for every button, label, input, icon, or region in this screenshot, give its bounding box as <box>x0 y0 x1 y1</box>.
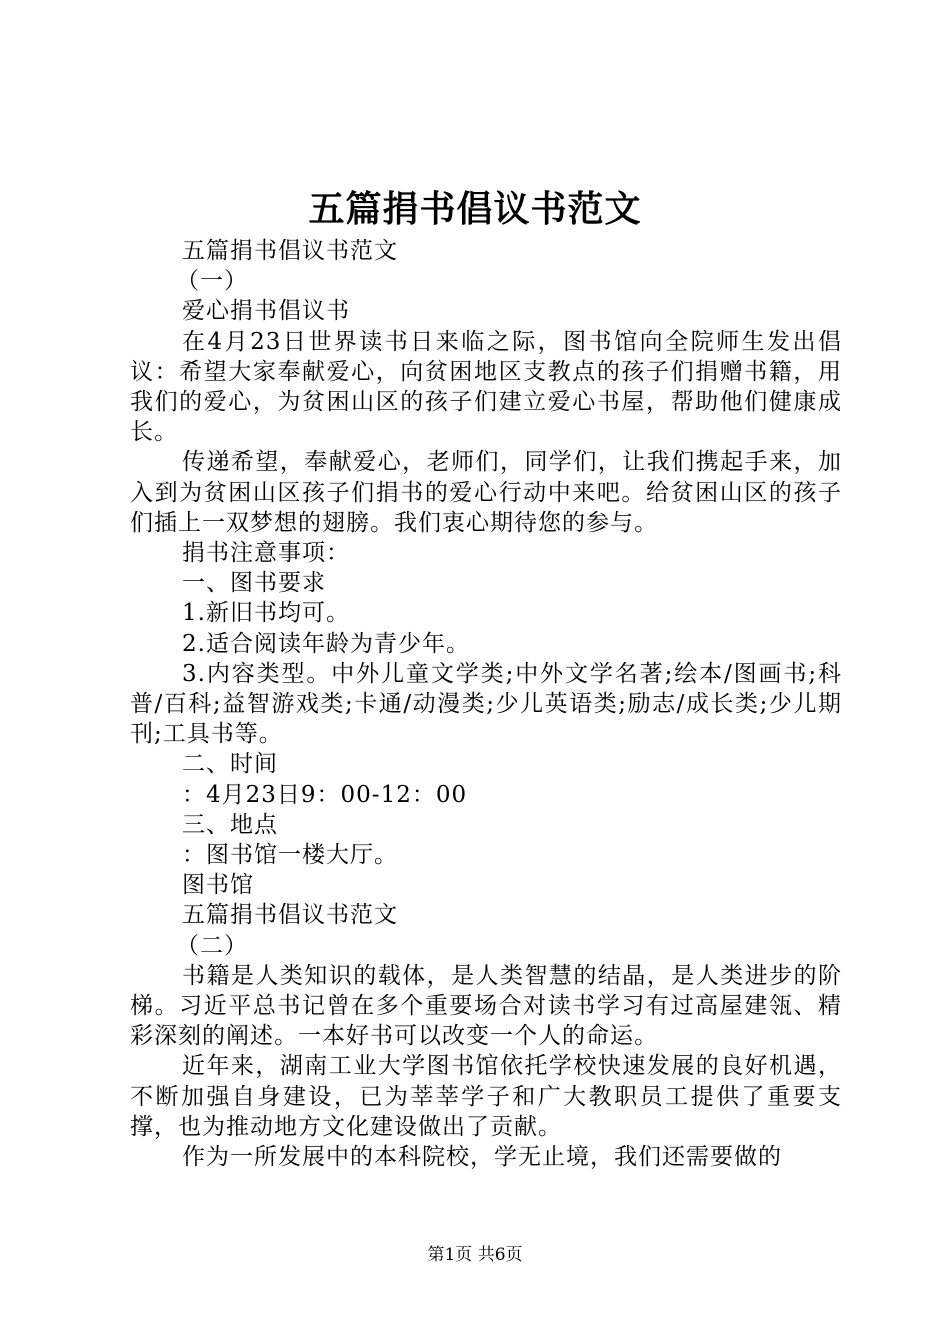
paragraph: 近年来，湖南工业大学图书馆依托学校快速发展的良好机遇，不断加强自身建设，已为莘莘学子和广大教职员工提供了重要支撑，也为推动地方文化建设做出了贡献。 <box>130 1053 842 1140</box>
document-body <box>130 236 842 1172</box>
paragraph-heading: 五篇捐书倡议书范文 <box>182 238 398 264</box>
paragraph: 3.内容类型。中外儿童文学类;中外文学名著;绘本/图画书;科普/百科;益智游戏类;卡通/动漫类;少儿英语类;励志/成长类;少儿期刊;工具书等。 <box>130 660 842 748</box>
paragraph: 1.新旧书均可。 <box>182 600 350 627</box>
paragraph: ：图书馆一楼大厅。 <box>182 842 398 869</box>
paragraph-subtitle: 爱心捐书倡议书 <box>182 298 350 325</box>
paragraph: 传递希望，奉献爱心，老师们，同学们，让我们携起手来，加入到为贫困山区孩子们捐书的爱心行动中来吧。给贫困山区的孩子们插上一双梦想的翅膀。我们衷心期待您的参与。 <box>130 449 842 536</box>
paragraph: 捐书注意事项： <box>182 540 350 567</box>
paragraph: 2.适合阅读年龄为青少年。 <box>182 630 470 657</box>
paragraph: 三、地点 <box>182 811 278 838</box>
paragraph: 书籍是人类知识的载体，是人类智慧的结晶，是人类进步的阶梯。习近平总书记曾在多个重要场合对读书学习有过高屋建瓴、精彩深刻的阐述。一本好书可以改变一个人的命运。 <box>130 962 842 1050</box>
paragraph: 一、图书要求 <box>182 570 326 597</box>
paragraph: 作为一所发展中的本科院校，学无止境，我们还需要做的 <box>182 1144 782 1171</box>
paragraph: 在4月23日世界读书日来临之际，图书馆向全院师生发出倡议：希望大家奉献爱心，向贫困地区支教点的孩子们捐赠书籍，用我们的爱心，为贫困山区的孩子们建立爱心书屋，帮助他们健康成长。 <box>130 328 842 446</box>
paragraph-section-number: （二） <box>176 932 248 959</box>
paragraph: 二、时间 <box>182 751 278 778</box>
paragraph: ：4月23日9：00-12：00 <box>182 781 468 808</box>
paragraph-section-number: （一） <box>176 268 248 295</box>
page-footer: 第1页 共6页 <box>427 1245 523 1265</box>
document-title: 五篇捐书倡议书范文 <box>308 188 642 230</box>
paragraph-heading: 五篇捐书倡议书范文 <box>182 902 398 929</box>
paragraph-signature: 图书馆 <box>182 872 254 899</box>
